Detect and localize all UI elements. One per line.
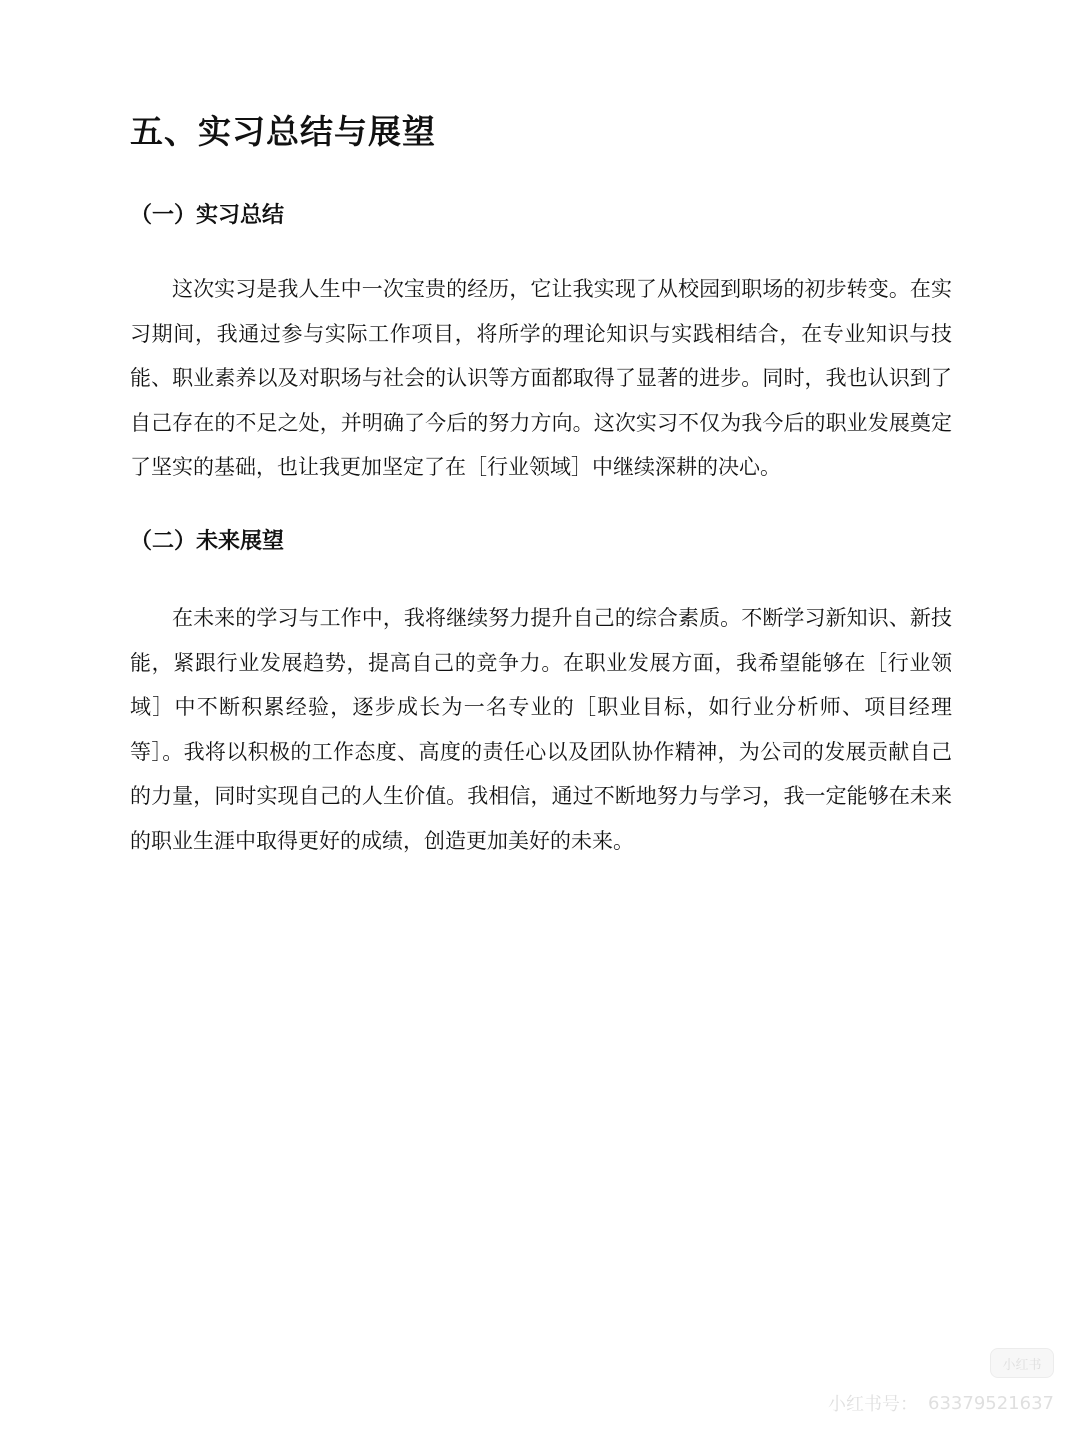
section-title: 五、实习总结与展望 [130,112,436,151]
summary-paragraph: 这次实习是我人生中一次宝贵的经历，它让我实现了从校园到职场的初步转变。在实习期间，我通过参与实际工作项目，将所学的理论知识与实践相结合，在专业知识与技能、职业素养以及对职场与社会的认识等方面都取得了显著的进步。同时，我也认识到了自己存在的不足之处，并明确了今后的努力方向。这次实习不仅为我今后的职业发展奠定了坚实的基础，也让我更加坚定了在［行业领域］中继续深耕的决心。 [130,277,952,480]
subsection-title-summary: （一）实习总结 [130,203,285,228]
outlook-paragraph: 在未来的学习与工作中，我将继续努力提升自己的综合素质。不断学习新知识、新技能，紧跟行业发展趋势，提高自己的竞争力。在职业发展方面，我希望能够在［行业领域］中不断积累经验，逐步成长为一名专业的［职业目标，如行业分析师、项目经理等］。我将以积极的工作态度、高度的责任心以及团队协作精神，为公司的发展贡献自己的力量，同时实现自己的人生价值。我相信，通过不断地努力与学习，我一定能够在未来的职业生涯中取得更好的成绩，创造更加美好的未来。 [130,605,952,853]
watermark-logo: 小红书 [990,1348,1054,1378]
document-content [130,108,952,864]
watermark-label: 小红书号： [828,1394,919,1415]
watermark-id: 63379521637 [928,1392,1054,1414]
subsection-title-outlook: （二）未来展望 [130,528,285,554]
watermark [828,1390,1054,1416]
